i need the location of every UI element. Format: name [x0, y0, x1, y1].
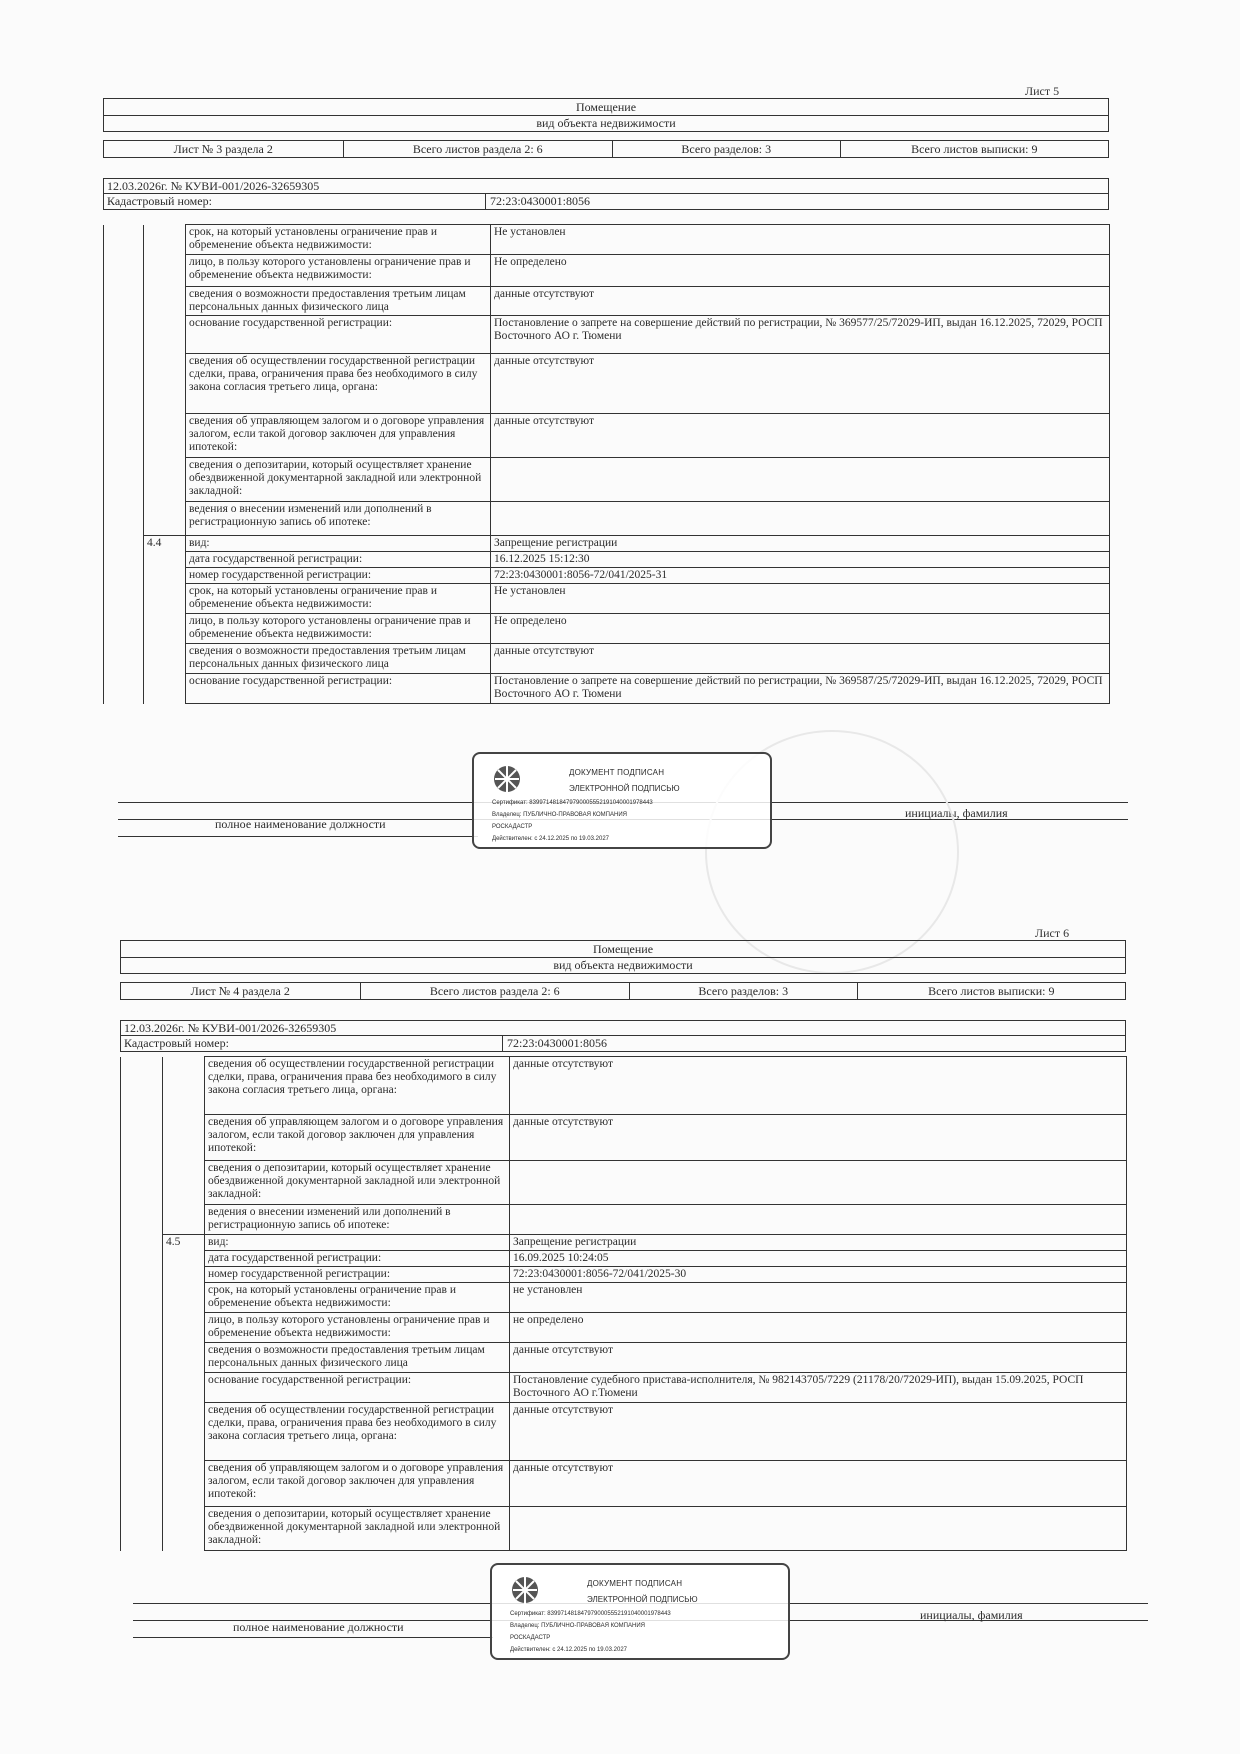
name-caption: инициалы, фамилия — [905, 806, 1008, 820]
record-number — [144, 568, 186, 584]
record-number — [163, 1283, 205, 1313]
table-row — [121, 1057, 1127, 1115]
field-label: основание государственной регистрации: — [186, 674, 491, 704]
table-row — [121, 1461, 1127, 1507]
stamp-subtitle: ЭЛЕКТРОННОЙ ПОДПИСЬЮ — [587, 1595, 698, 1604]
margin-cell — [121, 1461, 163, 1507]
field-value — [510, 1161, 1127, 1205]
field-label: сведения об осуществлении государственной регистрации сделки, права, ограничения права без необходимого в силу закона согласия третьего лица, органа: — [205, 1403, 510, 1461]
roskadastr-logo-icon — [492, 762, 522, 796]
table-row — [104, 614, 1110, 644]
margin-cell — [104, 614, 144, 644]
field-value: данные отсутствуют — [491, 414, 1110, 458]
document-date-number: 12.03.2026г. № КУВИ-001/2026-32659305 — [120, 1020, 1126, 1036]
margin-cell — [121, 1343, 163, 1373]
stamp-title: ДОКУМЕНТ ПОДПИСАН — [587, 1579, 683, 1588]
roskadastr-logo-icon — [510, 1573, 540, 1607]
margin-cell — [104, 287, 144, 316]
record-number — [163, 1343, 205, 1373]
field-value — [491, 502, 1110, 536]
field-value: 72:23:0430001:8056-72/041/2025-30 — [510, 1267, 1127, 1283]
stamp-validity: Действителен: с 24.12.2025 по 19.03.2027 — [492, 836, 609, 842]
table-row — [121, 1403, 1127, 1461]
margin-cell — [104, 502, 144, 536]
field-value: Не установлен — [491, 584, 1110, 614]
stamp-certificate: Сертификат: 8399714818479790005552191040001978443 — [492, 800, 653, 806]
record-table — [120, 1056, 1127, 1551]
table-row — [104, 414, 1110, 458]
field-label: сведения об управляющем залогом и о договоре управления залогом, если такой договор заключен для управления ипотекой: — [205, 1115, 510, 1161]
object-type: Помещение — [103, 98, 1109, 116]
object-type-caption: вид объекта недвижимости — [103, 116, 1109, 132]
record-number — [144, 584, 186, 614]
record-number — [144, 644, 186, 674]
field-value: 16.12.2025 15:12:30 — [491, 552, 1110, 568]
margin-cell — [104, 644, 144, 674]
field-label: срок, на который установлены ограничение прав и обременение объекта недвижимости: — [186, 225, 491, 255]
field-label: ведения о внесении изменений или дополнений в регистрационную запись об ипотеке: — [205, 1205, 510, 1235]
field-label: срок, на который установлены ограничение прав и обременение объекта недвижимости: — [205, 1283, 510, 1313]
field-value: данные отсутствуют — [491, 644, 1110, 674]
field-label: лицо, в пользу которого установлены ограничение прав и обременение объекта недвижимости: — [186, 255, 491, 287]
table-row — [104, 568, 1110, 584]
record-number — [163, 1461, 205, 1507]
position-caption: полное наименование должности — [215, 817, 386, 831]
margin-cell — [104, 255, 144, 287]
field-value: Не определено — [491, 614, 1110, 644]
section-sheets: Всего листов раздела 2: 6 — [361, 983, 630, 999]
table-row — [104, 287, 1110, 316]
field-value: данные отсутствуют — [510, 1057, 1127, 1115]
e-signature-stamp — [472, 752, 772, 849]
field-value — [510, 1507, 1127, 1551]
field-label: лицо, в пользу которого установлены ограничение прав и обременение объекта недвижимости: — [205, 1313, 510, 1343]
field-label: номер государственной регистрации: — [205, 1267, 510, 1283]
stamp-owner: Владелец: ПУБЛИЧНО-ПРАВОВАЯ КОМПАНИЯ — [510, 1623, 645, 1629]
record-number — [144, 225, 186, 255]
field-value: 16.09.2025 10:24:05 — [510, 1251, 1127, 1267]
field-label: сведения о возможности предоставления третьим лицам персональных данных физического лица — [186, 287, 491, 316]
margin-cell — [121, 1267, 163, 1283]
field-label: сведения об осуществлении государственной регистрации сделки, права, ограничения права без необходимого в силу закона согласия третьего лица, органа: — [186, 354, 491, 414]
record-number — [144, 316, 186, 354]
record-number — [163, 1267, 205, 1283]
record-number — [163, 1057, 205, 1115]
field-label: срок, на который установлены ограничение прав и обременение объекта недвижимости: — [186, 584, 491, 614]
total-sections: Всего разделов: 3 — [613, 141, 841, 157]
stamp-title: ДОКУМЕНТ ПОДПИСАН — [569, 768, 665, 777]
table-row — [121, 1115, 1127, 1161]
record-number — [144, 674, 186, 704]
record-number — [144, 414, 186, 458]
table-row — [121, 1283, 1127, 1313]
section-sheets: Всего листов раздела 2: 6 — [344, 141, 613, 157]
margin-cell — [121, 1507, 163, 1551]
record-number: 4.5 — [163, 1235, 205, 1251]
field-label: сведения об осуществлении государственной регистрации сделки, права, ограничения права без необходимого в силу закона согласия третьего лица, органа: — [205, 1057, 510, 1115]
name-caption: инициалы, фамилия — [920, 1608, 1023, 1622]
margin-cell — [104, 568, 144, 584]
table-row — [104, 502, 1110, 536]
field-value: Не установлен — [491, 225, 1110, 255]
field-label: вид: — [205, 1235, 510, 1251]
margin-cell — [121, 1235, 163, 1251]
table-row — [121, 1373, 1127, 1403]
table-row — [121, 1267, 1127, 1283]
table-row — [104, 354, 1110, 414]
margin-cell — [121, 1313, 163, 1343]
field-value: Запрещение регистрации — [510, 1235, 1127, 1251]
margin-cell — [104, 584, 144, 614]
table-row — [121, 1235, 1127, 1251]
field-value: Постановление о запрете на совершение действий по регистрации, № 369587/25/72029-ИП, выдан 16.12.2025, 72029, РОСП Восточного АО г. Тюмени — [491, 674, 1110, 704]
margin-cell — [121, 1373, 163, 1403]
field-value: данные отсутствуют — [510, 1403, 1127, 1461]
field-label: вид: — [186, 536, 491, 552]
field-label: сведения об управляющем залогом и о договоре управления залогом, если такой договор заключен для управления ипотекой: — [186, 414, 491, 458]
record-number: 4.4 — [144, 536, 186, 552]
record-number — [163, 1313, 205, 1343]
table-row — [121, 1507, 1127, 1551]
record-number — [144, 354, 186, 414]
margin-cell — [121, 1161, 163, 1205]
field-value: данные отсутствуют — [491, 354, 1110, 414]
sheet-number: Лист 6 — [1035, 926, 1070, 940]
sheet-meta-row — [120, 982, 1126, 1000]
sheet-of-section: Лист № 4 раздела 2 — [121, 983, 361, 999]
field-label: сведения о возможности предоставления третьим лицам персональных данных физического лица — [186, 644, 491, 674]
margin-cell — [104, 552, 144, 568]
e-signature-stamp — [490, 1563, 790, 1660]
field-value: не установлен — [510, 1283, 1127, 1313]
record-number — [144, 502, 186, 536]
record-number — [163, 1251, 205, 1267]
record-number — [163, 1403, 205, 1461]
record-number — [144, 287, 186, 316]
table-row — [104, 255, 1110, 287]
margin-cell — [104, 458, 144, 502]
field-label: сведения о возможности предоставления третьим лицам персональных данных физического лица — [205, 1343, 510, 1373]
field-value: Не определено — [491, 255, 1110, 287]
position-caption: полное наименование должности — [233, 1620, 404, 1634]
object-type: Помещение — [120, 940, 1126, 958]
field-label: дата государственной регистрации: — [186, 552, 491, 568]
margin-cell — [121, 1115, 163, 1161]
total-sheets: Всего листов выписки: 9 — [911, 141, 1038, 156]
margin-cell — [121, 1283, 163, 1313]
table-row — [121, 1313, 1127, 1343]
margin-cell — [121, 1205, 163, 1235]
cadastral-row — [120, 1036, 1126, 1052]
field-value: данные отсутствуют — [510, 1115, 1127, 1161]
margin-cell — [104, 536, 144, 552]
field-value — [491, 458, 1110, 502]
table-row — [121, 1343, 1127, 1373]
field-label: лицо, в пользу которого установлены ограничение прав и обременение объекта недвижимости: — [186, 614, 491, 644]
record-number — [163, 1115, 205, 1161]
field-label: дата государственной регистрации: — [205, 1251, 510, 1267]
margin-cell — [104, 316, 144, 354]
field-label: основание государственной регистрации: — [205, 1373, 510, 1403]
table-row — [104, 674, 1110, 704]
record-number — [163, 1161, 205, 1205]
table-row — [121, 1251, 1127, 1267]
margin-cell — [104, 414, 144, 458]
cadastral-value: 72:23:0430001:8056 — [490, 194, 591, 208]
field-value: Постановление судебного пристава-исполнителя, № 982143705/7229 (21178/20/72029-ИП), выдан 15.09.2025, РОСП Восточного АО г.Тюмени — [510, 1373, 1127, 1403]
sheet-meta-row — [103, 140, 1109, 158]
stamp-owner: Владелец: ПУБЛИЧНО-ПРАВОВАЯ КОМПАНИЯ — [492, 812, 627, 818]
table-row — [104, 458, 1110, 502]
total-sections: Всего разделов: 3 — [630, 983, 858, 999]
field-label: основание государственной регистрации: — [186, 316, 491, 354]
stamp-subtitle: ЭЛЕКТРОННОЙ ПОДПИСЬЮ — [569, 784, 680, 793]
field-value: данные отсутствуют — [510, 1343, 1127, 1373]
stamp-owner-name: РОСКАДАСТР — [510, 1635, 551, 1641]
object-type-caption: вид объекта недвижимости — [120, 958, 1126, 974]
signature-line — [118, 836, 478, 837]
cadastral-label: Кадастровый номер: — [121, 1036, 503, 1051]
margin-cell — [121, 1057, 163, 1115]
margin-cell — [121, 1251, 163, 1267]
table-row — [104, 552, 1110, 568]
record-number — [144, 552, 186, 568]
table-row — [104, 225, 1110, 255]
table-row — [121, 1161, 1127, 1205]
table-row — [104, 584, 1110, 614]
record-table — [103, 224, 1110, 704]
field-value: данные отсутствуют — [491, 287, 1110, 316]
cadastral-row — [103, 194, 1109, 210]
sheet-number: Лист 5 — [1025, 84, 1060, 98]
field-label: сведения о депозитарии, который осуществляет хранение обездвиженной документарной закладной или электронной закладной: — [205, 1161, 510, 1205]
field-label: сведения об управляющем залогом и о договоре управления залогом, если такой договор заключен для управления ипотекой: — [205, 1461, 510, 1507]
field-label: сведения о депозитарии, который осуществляет хранение обездвиженной документарной закладной или электронной закладной: — [186, 458, 491, 502]
table-row — [121, 1205, 1127, 1235]
record-number — [163, 1205, 205, 1235]
sheet-of-section: Лист № 3 раздела 2 — [104, 141, 344, 157]
margin-cell — [104, 674, 144, 704]
field-label: ведения о внесении изменений или дополнений в регистрационную запись об ипотеке: — [186, 502, 491, 536]
record-number — [144, 614, 186, 644]
field-value: Постановление о запрете на совершение действий по регистрации, № 369577/25/72029-ИП, выдан 16.12.2025, 72029, РОСП Восточного АО г. Тюмени — [491, 316, 1110, 354]
table-row — [104, 644, 1110, 674]
field-label: номер государственной регистрации: — [186, 568, 491, 584]
margin-cell — [121, 1403, 163, 1461]
stamp-validity: Действителен: с 24.12.2025 по 19.03.2027 — [510, 1647, 627, 1653]
margin-cell — [104, 225, 144, 255]
record-number — [144, 255, 186, 287]
field-value: данные отсутствуют — [510, 1461, 1127, 1507]
record-number — [163, 1373, 205, 1403]
document-date-number: 12.03.2026г. № КУВИ-001/2026-32659305 — [103, 178, 1109, 194]
cadastral-value: 72:23:0430001:8056 — [507, 1036, 608, 1050]
table-row — [104, 316, 1110, 354]
field-value: 72:23:0430001:8056-72/041/2025-31 — [491, 568, 1110, 584]
margin-cell — [104, 354, 144, 414]
signature-line — [133, 1637, 493, 1638]
field-value: Запрещение регистрации — [491, 536, 1110, 552]
cadastral-label: Кадастровый номер: — [104, 194, 486, 209]
field-value — [510, 1205, 1127, 1235]
stamp-owner-name: РОСКАДАСТР — [492, 824, 533, 830]
stamp-certificate: Сертификат: 8399714818479790005552191040001978443 — [510, 1611, 671, 1617]
record-number — [144, 458, 186, 502]
total-sheets: Всего листов выписки: 9 — [928, 983, 1055, 998]
field-label: сведения о депозитарии, который осуществляет хранение обездвиженной документарной закладной или электронной закладной: — [205, 1507, 510, 1551]
field-value: не определено — [510, 1313, 1127, 1343]
record-number — [163, 1507, 205, 1551]
table-row — [104, 536, 1110, 552]
